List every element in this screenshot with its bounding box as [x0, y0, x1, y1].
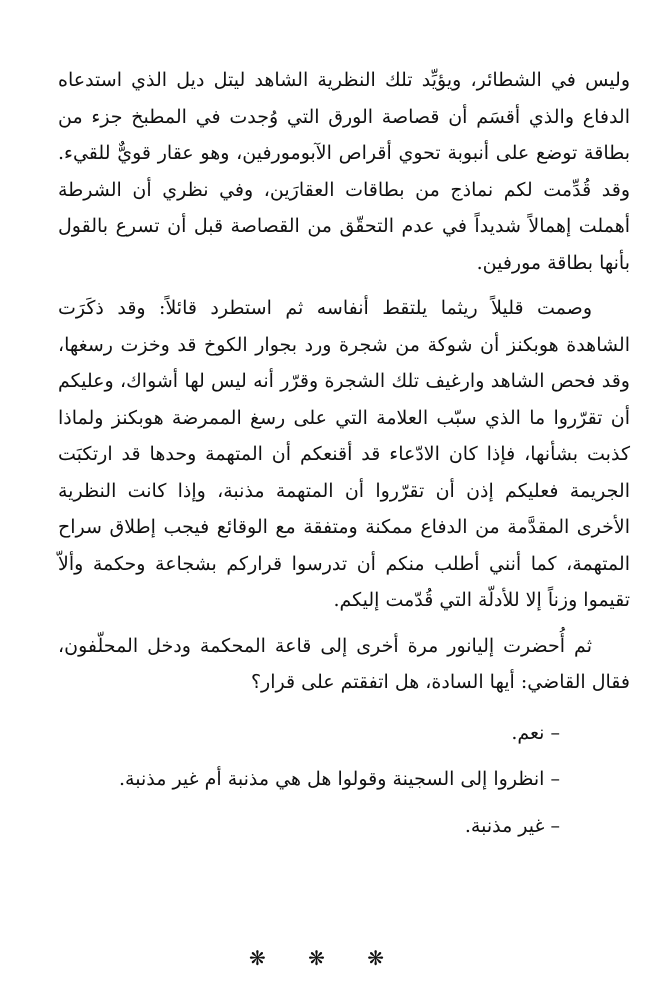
dialogue-line-3: – غير مذنبة. [464, 814, 560, 837]
dialogue-line-1: – نعم. [511, 721, 560, 744]
dialogue-line-2: – انظروا إلى السجينة وقولوا هل هي مذنبة أم غير مذنبة. [119, 768, 560, 790]
section-separator-asterisks: ❋ ❋ ❋ [249, 946, 402, 970]
paragraph-1: وليس في الشطائر، ويؤيِّد تلك النظرية الشاهد ليتل ديل الذي استدعاه الدفاع والذي أقسَم أن قصاصة الورق التي وُجدت في المطبخ جزء من بطاقة توضع على أنبوبة تحوي أقراص الآبومورفين، وهو عقار قويٌّ للقيء. وقد قُدِّمت لكم نماذج من بطاقات العقارَين، وفي نظري أن الشرطة أهملت إهمالاً شديداً في عدم التحقّق من القصاصة قبل أن تسرع بالقول بأنها بطاقة مورفين. [58, 69, 630, 274]
paragraph-3: ثم أُحضرت إليانور مرة أخرى إلى قاعة المحكمة ودخل المحلّفون، فقال القاضي: أيها السادة، هل اتفقتم على قرار؟ [58, 634, 630, 693]
paragraph-2: وصمت قليلاً ريثما يلتقط أنفاسه ثم استطرد قائلاً: وقد ذكَرَت الشاهدة هوبكنز أن شوكة من شجرة ورد بجوار الكوخ قد وخزت رسغها، وقد فحص الشاهد وارغيف تلك الشجرة وقرّر أنه ليس لها أشواك، وعليكم أن تقرّروا ما الذي سبّب العلامة التي على رسغ الممرضة هوبكنز ولماذا كذبت بشأنها، فإذا كان الادّعاء قد أقنعكم أن المتهمة وحدها قد ارتكبَت الجريمة فعليكم إذن أن تقرّروا أن المتهمة مذنبة، وإذا كانت النظرية الأخرى المقدَّمة من الدفاع ممكنة ومتفقة مع الوقائع فيجب إطلاق سراح المتهمة، كما أنني أطلب منكم أن تدرسوا قراركم بشجاعة وحكمة وألاّ تقيموا وزناً إلا للأدلّة التي قُدّمت إليكم. [58, 297, 630, 611]
book-page-body [58, 62, 630, 844]
